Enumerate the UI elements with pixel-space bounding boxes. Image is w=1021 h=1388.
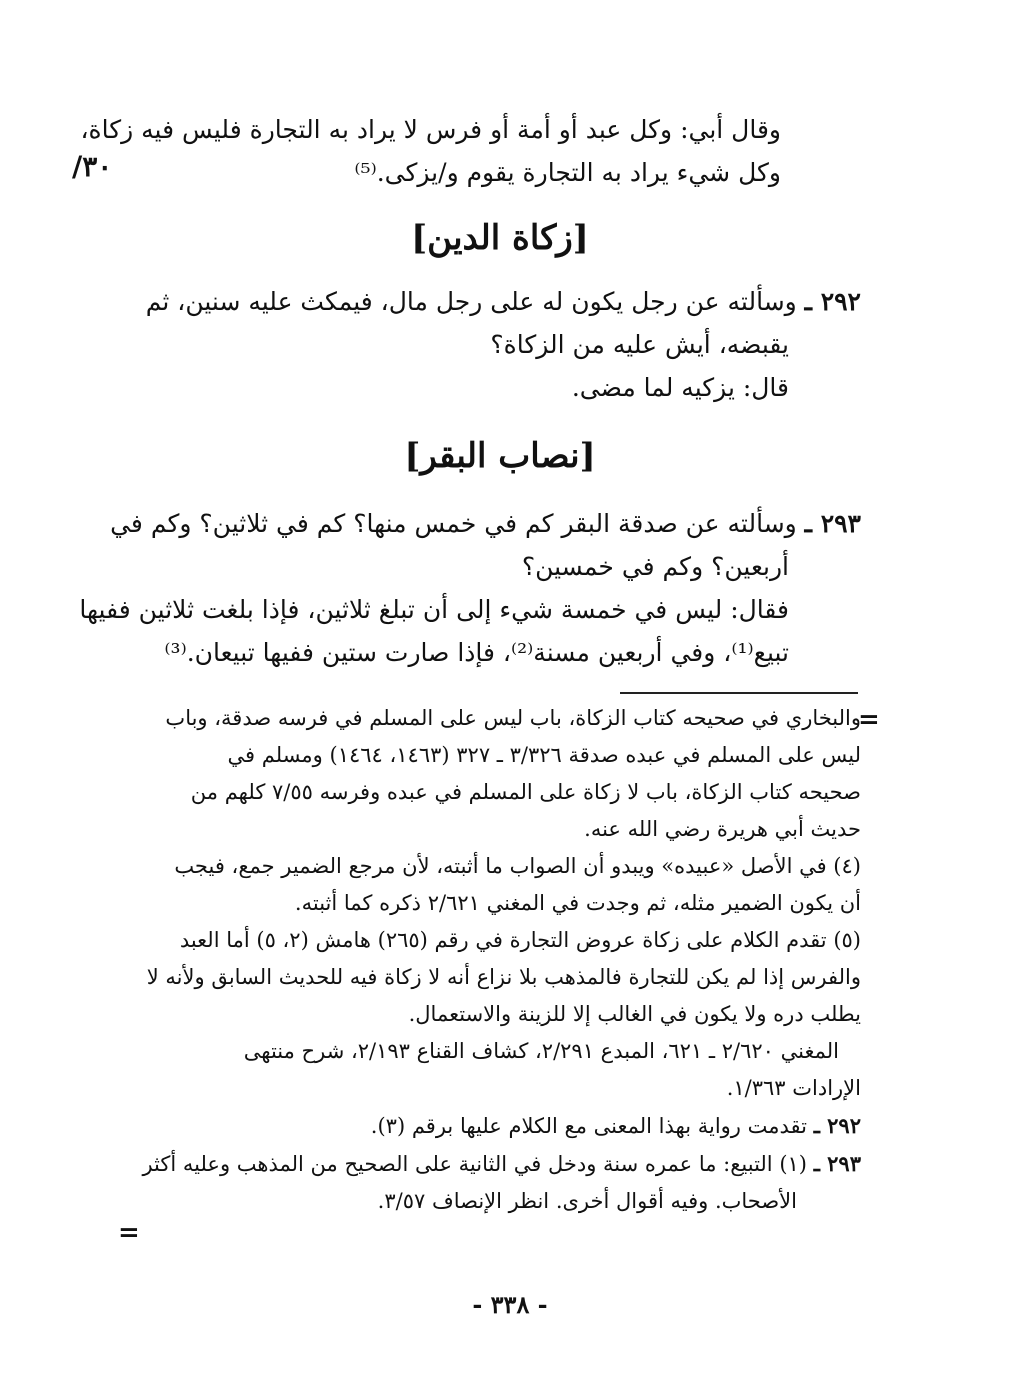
text-line bbox=[141, 280, 861, 323]
question-text: وسألته عن رجل يكون له على رجل مال، فيمكث عليه سنين، ثم bbox=[145, 287, 797, 316]
footnote-separator bbox=[620, 692, 858, 694]
footnote-text: تقدمت رواية بهذا المعنى مع الكلام عليها برقم (٣). bbox=[370, 1114, 807, 1138]
footnote-number: ٢٩٣ ـ bbox=[813, 1151, 861, 1176]
footnote-line: والفرس إذا لم يكن للتجارة فالمذهب بلا نزاع أنه لا زكاة فيه للحديث السابق ولأنه لا bbox=[146, 965, 861, 989]
question-number: ٢٩٢ ـ bbox=[804, 287, 861, 316]
text-line: تبيع⁽¹⁾، وفي أربعين مسنة⁽²⁾، فإذا صارت ستين ففيها تبيعان.⁽³⁾ bbox=[164, 638, 789, 667]
text-line bbox=[110, 502, 861, 545]
footnote-line: الإرادات ١/٣٦٣. bbox=[726, 1076, 861, 1100]
footnote-line: والبخاري في صحيحه كتاب الزكاة، باب ليس على المسلم في فرسه صدقة، وباب bbox=[165, 706, 861, 730]
footnotes bbox=[141, 700, 861, 1220]
text-line: فقال: ليس في خمسة شيء إلى أن تبلغ ثلاثين، فإذا بلغت ثلاثين ففيها bbox=[79, 595, 789, 624]
text-line: وقال أبي: وكل عبد أو أمة أو فرس لا يراد به التجارة فليس فيه زكاة، bbox=[80, 115, 781, 144]
footnote-line: المغني ٢/٦٢٠ ـ ٦٢١، المبدع ٢/٢٩١، كشاف القناع ٢/١٩٣، شرح منتهى bbox=[243, 1039, 839, 1063]
question-293 bbox=[79, 502, 861, 674]
footnote-line: (٤) في الأصل «عبيده» ويبدو أن الصواب ما أثبته، لأن مرجع الضمير جمع، فيجب bbox=[174, 854, 861, 878]
text-line: أربعين؟ وكم في خمسين؟ bbox=[521, 552, 789, 581]
footnote-line: ليس على المسلم في عبده صدقة ٣/٣٢٦ ـ ٣٢٧ (١٤٦٣، ١٤٦٤) ومسلم في bbox=[227, 743, 861, 767]
question-text: وسألته عن صدقة البقر كم في خمس منها؟ كم في ثلاثين؟ وكم في bbox=[110, 509, 797, 538]
continuation-mark: = bbox=[118, 1218, 140, 1248]
text-line: وكل شيء يراد به التجارة يقوم و/يزكى.⁽⁵⁾ bbox=[354, 158, 781, 187]
margin-page-reference: ٣٠/ bbox=[72, 150, 113, 183]
continuation-mark: = bbox=[858, 705, 880, 735]
footnote-line: حديث أبي هريرة رضي الله عنه. bbox=[584, 817, 861, 841]
text-line: يقبضه، أيش عليه من الزكاة؟ bbox=[490, 330, 789, 359]
section-heading: [نصاب البقر] bbox=[404, 436, 596, 476]
footnote-line: صحيحه كتاب الزكاة، باب لا زكاة على المسلم في عبده وفرسه ٧/٥٥ كلهم من bbox=[190, 780, 861, 804]
footnote-line: يطلب دره ولا يكون في الغالب إلا للزينة والاستعمال. bbox=[408, 1002, 861, 1026]
footnote-number: ٢٩٢ ـ bbox=[813, 1113, 861, 1138]
footnote-text: (١) التبيع: ما عمره سنة ودخل في الثانية على الصحيح من المذهب وعليه أكثر bbox=[142, 1152, 807, 1176]
footnote-line: (٥) تقدم الكلام على زكاة عروض التجارة في رقم (٢٦٥) هامش (٢، ٥) أما العبد bbox=[179, 928, 861, 952]
question-number: ٢٩٣ ـ bbox=[804, 509, 861, 538]
page-number: - ٣٣٨ - bbox=[472, 1290, 548, 1319]
footnote-line bbox=[141, 1145, 861, 1183]
footnote-line: أن يكون الضمير مثله، ثم وجدت في المغني ٢/٦٢١ ذكره كما أثبته. bbox=[294, 891, 861, 915]
footnote-line: الأصحاب. وفيه أقوال أخرى. انظر الإنصاف ٣/٥٧. bbox=[377, 1189, 797, 1213]
footnote-line bbox=[141, 1107, 861, 1145]
text-line: قال: يزكيه لما مضى. bbox=[571, 373, 789, 402]
section-heading: [زكاة الدين] bbox=[411, 218, 589, 258]
question-292 bbox=[141, 280, 861, 409]
